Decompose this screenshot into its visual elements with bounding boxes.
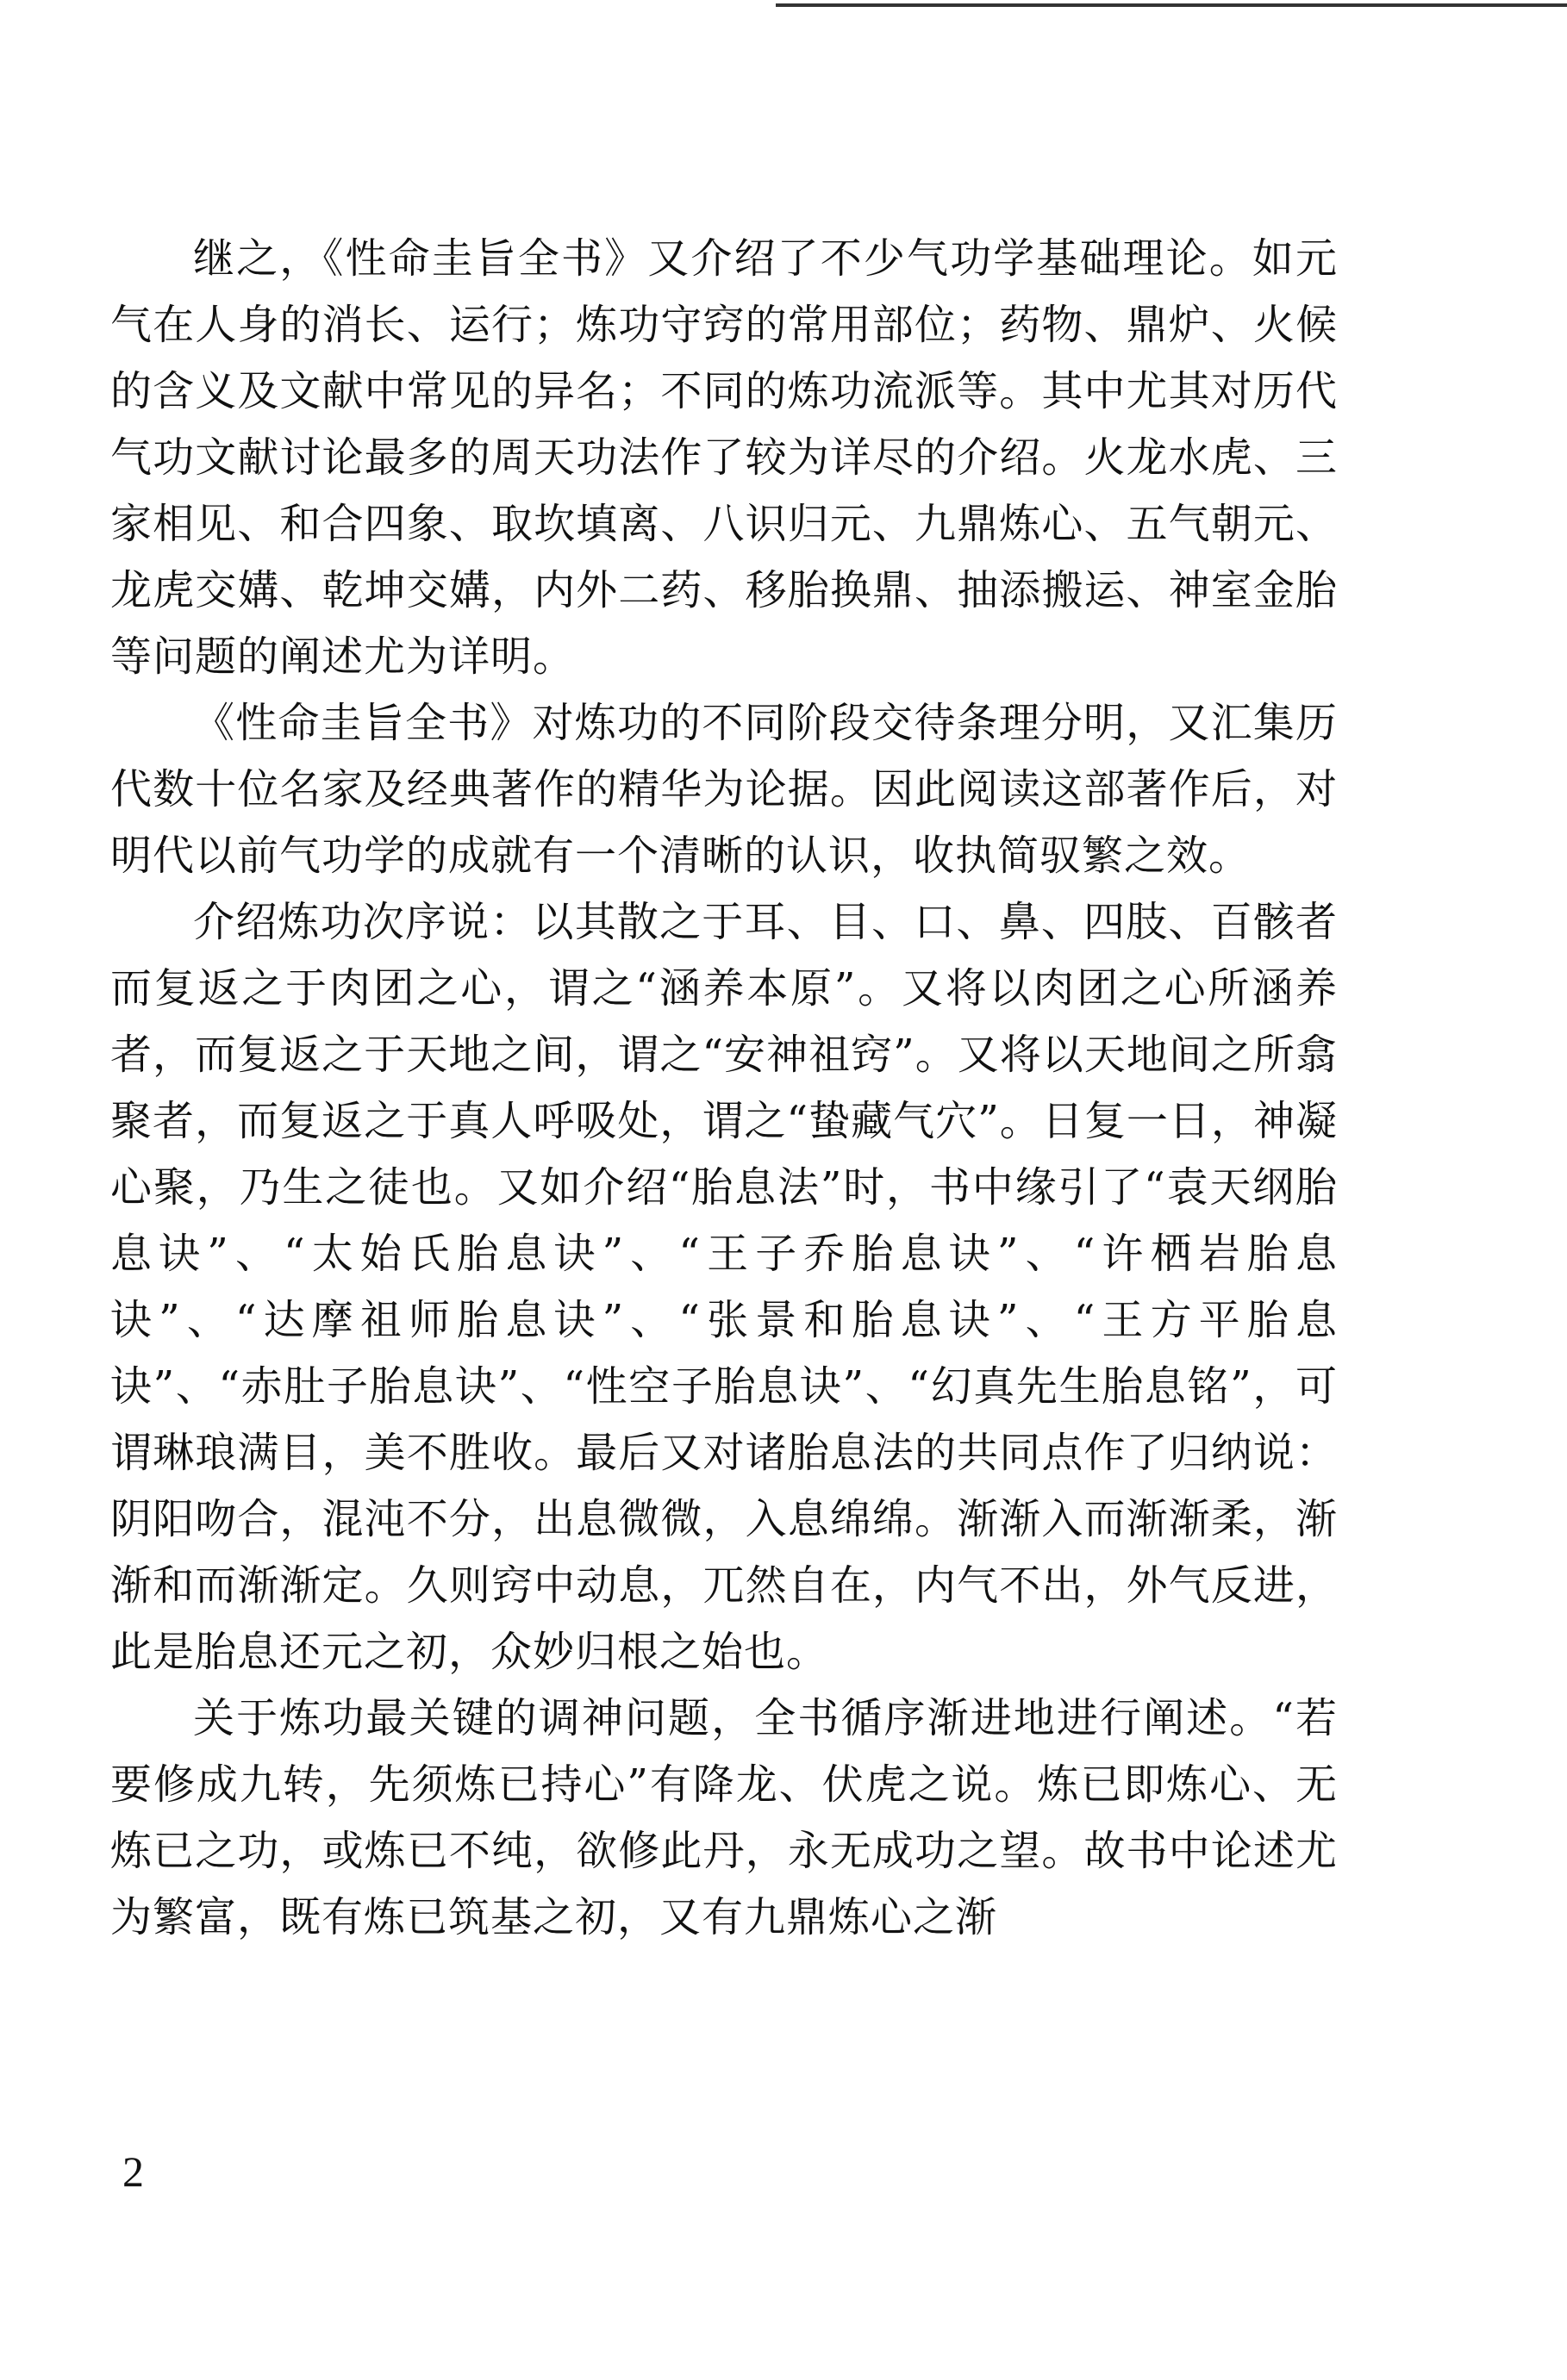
paragraph-4: 关于炼功最关键的调神问题，全书循序渐进地进行阐述。“若要修成九转，先须炼已持心”有降龙、伏虎之说。炼已即炼心、无炼已之功，或炼已不纯，欲修此丹，永无成功之望。故书中论述尤为繁富，既有炼已筑基之初，又有九鼎炼心之渐 bbox=[110, 1694, 1338, 1941]
top-rule bbox=[776, 3, 1567, 7]
paragraph-2: 《性命圭旨全书》对炼功的不同阶段交待条理分明，又汇集历代数十位名家及经典著作的精华为论据。因此阅读这部著作后，对明代以前气功学的成就有一个清晰的认识，收执简驭繁之效。 bbox=[110, 699, 1338, 880]
paragraph-3: 介绍炼功次序说：以其散之于耳、目、口、鼻、四肢、百骸者而复返之于肉团之心，谓之“涵养本原”。又将以肉团之心所涵养者，而复返之于天地之间，谓之“安神祖窍”。又将以天地间之所翕聚者，而复返之于真人呼吸处，谓之“蛰藏气穴”。日复一日，神凝心聚，乃生之徒也。又如介绍“胎息法”时，书中缘引了“袁天纲胎息诀”、“太始氏胎息诀”、“王子乔胎息诀”、“许栖岩胎息诀”、“达摩祖师胎息诀”、“张景和胎息诀”、“王方平胎息诀”、“赤肚子胎息诀”、“性空子胎息诀”、“幻真先生胎息铭”，可谓琳琅满目，美不胜收。最后又对诸胎息法的共同点作了归纳说：阴阳吻合，混沌不分，出息微微，入息绵绵。渐渐入而渐渐柔，渐渐和而渐渐定。久则窍中动息，兀然自在，内气不出，外气反进，此是胎息还元之初，众妙归根之始也。 bbox=[110, 898, 1338, 1676]
page-number: 2 bbox=[122, 2147, 144, 2196]
paragraph-1: 继之，《性命圭旨全书》又介绍了不少气功学基础理论。如元气在人身的消长、运行；炼功守窍的常用部位；药物、鼎炉、火候的含义及文献中常见的异名；不同的炼功流派等。其中尤其对历代气功文献讨论最多的周天功法作了较为详尽的介绍。火龙水虎、三家相见、和合四象、取坎填离、八识归元、九鼎炼心、五气朝元、龙虎交媾、乾坤交媾，内外二药、移胎换鼎、抽添搬运、神室金胎等问题的阐述尤为详明。 bbox=[110, 234, 1338, 681]
page-body bbox=[110, 226, 1338, 1951]
